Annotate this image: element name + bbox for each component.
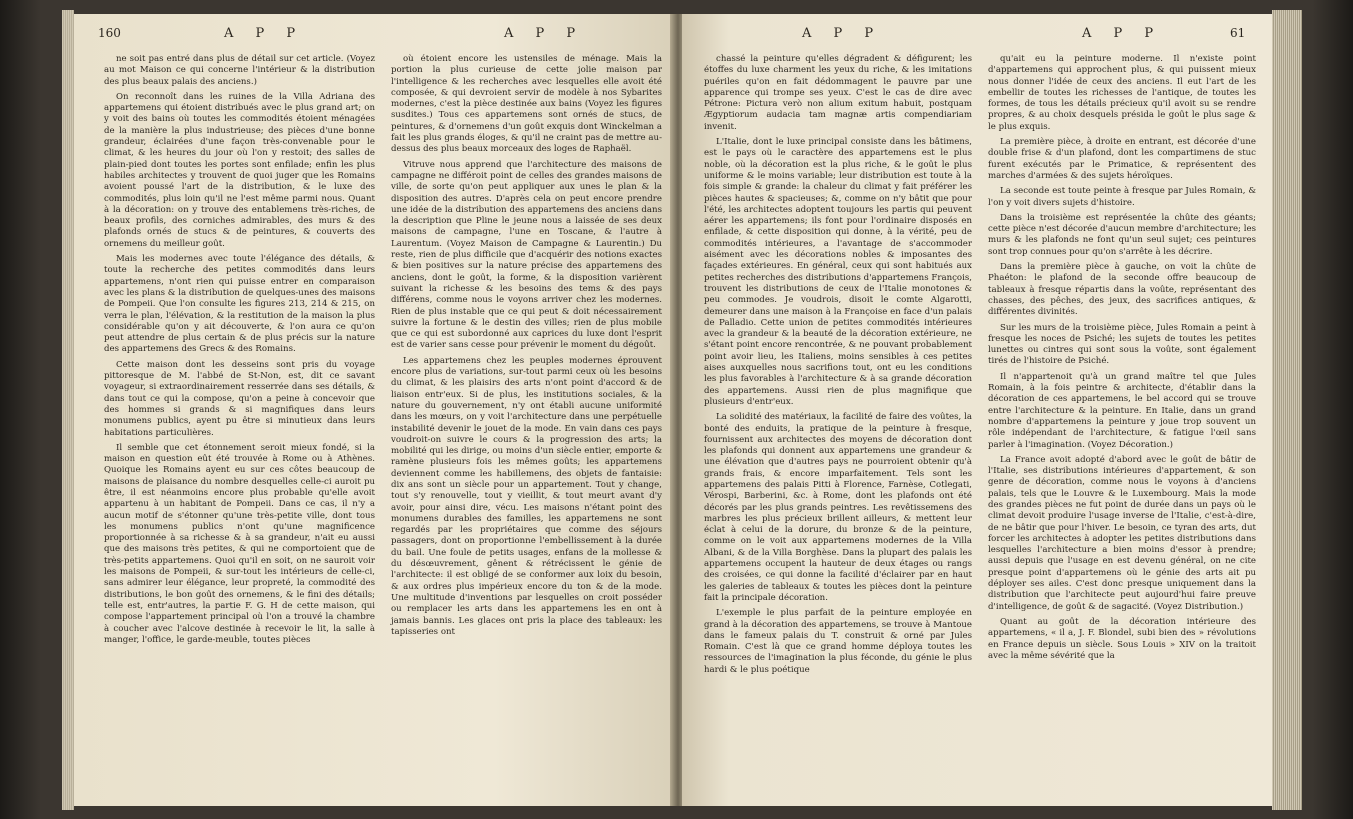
left-page: [74, 14, 674, 806]
paragraph: La France avoit adopté d'abord avec le goût de bâtir de l'Italie, ses distributions intérieures d'appartement, & son genre de décoration, comme nous le voyons à d'anciens palais, tels que le Louvre & le Luxembourg. Mais la mode des grandes pièces ne fut point de durée dans un pays où le climat devoit produire l'usage inverse de l'Italie, c'est-à-dire, de ne bâtir que pour l'hiver. Le besoin, ce tyran des arts, dut forcer les architectes à adopter les petites distributions dans lesquelles l'architecture a bien moins d'essor à prendre; aussi depuis que l'usage en est devenu général, on ne cite presque point d'appartemens où le génie des arts ait pu déployer ses ailes. C'est donc presque uniquement dans la distribution que l'architecte peut aujourd'hui faire preuve d'intelligence, de goût & de sagacité. (Voyez Distribution.): [988, 454, 1256, 612]
right-column-2: [988, 54, 1256, 680]
running-head-left-a: A P P: [224, 26, 305, 41]
paragraph: Cette maison dont les desseins sont pris du voyage pittoresque de M. l'abbé de St-Non, est, dit ce savant voyageur, si extraordinairement resserrée dans ses détails, & dans tout ce qui la compose, qu'on a peine à concevoir que des hommes si grands & si magnifiques dans leurs monumens publics, ayent pu être si minutieux dans leurs habitations particulières.: [104, 359, 375, 438]
paragraph: qu'ait eu la peinture moderne. Il n'existe point d'appartemens qui approchent plus, & qui puissent mieux nous donner l'idée de ceux des anciens. Il eut l'art de les embellir de toutes les richesses de l'antique, de toutes les formes, de tous les détails précieux qu'il avoit su se rendre propres, & au choix desquels présida le goût le plus sage & le plus exquis.: [988, 54, 1256, 132]
paragraph: où étoient encore les ustensiles de ménage. Mais la portion la plus curieuse de cette jolie maison par l'intelligence & les recherches avec lesquelles elle avoit été composée, & qui devroient servir de modèle à nos Sybarites modernes, c'est la pièce destinée aux bains (Voyez les figures susdites.) Tous ces appartemens sont ornés de stucs, de peintures, & d'ornemens d'un goût exquis dont Winckelman a fait les plus grands éloges, & qu'il ne craint pas de mettre au-dessus des plus beaux morceaux des loges de Raphaël.: [391, 54, 662, 155]
paragraph: L'exemple le plus parfait de la peinture employée en grand à la décoration des appartemens, se trouve à Mantoue dans le fameux palais du T. construit & orné par Jules Romain. C'est là que ce grand homme déploya toutes les ressources de l'imagination la plus féconde, du génie le plus hardi & le plus poétique: [704, 608, 972, 675]
paragraph: Dans la troisième est représentée la chûte des géants; cette pièce n'est décorée d'aucun membre d'architecture; les murs & les plafonds ne font qu'un seul sujet; ces peintures sont trop connues pour qu'on s'arrête à les décrire.: [988, 212, 1256, 257]
paragraph: La seconde est toute peinte à fresque par Jules Romain, & l'on y voit divers sujets d'histoire.: [988, 186, 1256, 208]
paragraph: Dans la première pièce à gauche, on voit la chûte de Phaéton: le plafond de la seconde offre beaucoup de tableaux à fresque répartis dans la voûte, représentant des chasses, des pêches, des jeux, des sacrifices antiques, & différentes divinités.: [988, 262, 1256, 318]
paragraph: Mais les modernes avec toute l'élégance des détails, & toute la recherche des petites commodités dans leurs appartemens, n'ont rien qui puisse entrer en comparaison avec les plans & la distribution de quelques-unes des maisons de Pompeii. Que l'on consulte les figures 213, 214 & 215, on verra le plan, l'élévation, & la restitution de la maison la plus considérable qu'on y ait découverte, & l'on aura ce qu'on peut attendre de plus certain & de plus précis sur la nature des appartemens des Grecs & des Romains.: [104, 254, 375, 355]
running-head-right-b: A P P: [1082, 26, 1163, 41]
left-page-header: [74, 26, 674, 46]
paragraph: La première pièce, à droite en entrant, est décorée d'une double frise & d'un plafond, dont les compartimens de stuc furent exécutés par le Primatice, & représentent des marches d'armées & des sujets héroïques.: [988, 137, 1256, 181]
right-page-edges: [1272, 10, 1302, 810]
paragraph: L'Italie, dont le luxe principal consiste dans les bâtimens, est le pays où le caractère des appartemens est le plus noble, où la décoration est la plus riche, & le goût le plus uniforme & le moins variable; leur distribution est toute à la fois simple & grande: la chaleur du climat y fait préférer les pièces hautes & spacieuses; &, comme on n'y bâtit que pour l'été, les architectes adoptent toujours les partis qui peuvent aérer les appartemens; ils font pour l'ordinaire disposés en enfilade, & cette disposition qui donne, à la vérité, peu de commodités intérieures, a l'avantage de s'accommoder aisément avec les décorations nobles & imposantes des façades extérieures. En général, ceux qui sont habitués aux petites recherches des distributions d'appartemens François, trouvent les distributions de ceux de l'Italie monotones & peu commodes. Je voudrois, disoit le comte Algarotti, demeurer dans une maison à la Françoise en face d'un palais de Palladio. Cette union de petites commodités intérieures avec la grandeur & la beauté de la décoration extérieure, ne s'étant point encore rencontrée, & ne pouvant probablement point avoir lieu, les Italiens, moins sensibles à ces petites aises auxquelles nous sacrifions tout, ont eu les conditions les plus favorables à l'architecture & à sa grande décoration des appartemens. Aussi rien de plus magnifique que plusieurs d'entr'eux.: [704, 137, 972, 407]
page-number-right: 61: [1230, 26, 1246, 40]
right-page-header: [682, 26, 1272, 46]
paragraph: Il n'appartenoit qu'à un grand maître tel que Jules Romain, à la fois peintre & architecte, d'établir dans la décoration de ces appartemens, le bel accord qui se trouve entre l'architecture & la peinture. En Italie, dans un grand nombre d'appartemens la peinture y joue trop souvent un rôle indépendant de l'architecture, & fatigue l'œil sans parler à l'imagination. (Voyez Décoration.): [988, 371, 1256, 450]
paragraph: La solidité des matériaux, la facilité de faire des voûtes, la bonté des enduits, la pratique de la peinture à fresque, fournissent aux architectes des moyens de décoration dont les plafonds qui donnent aux appartemens une grandeur & une élévation que d'autres pays ne pourroient obtenir qu'à grands frais, & encore imparfaitement. Tels sont les appartemens des palais Pitti à Florence, Farnèse, Cotlegati, Vérospi, Barberini, &c. à Rome, dont les plafonds ont été décorés par les plus grands peintres. Les revêtissemens des marbres les plus précieux brillent ailleurs, & mettent leur éclat à celui de la dorure, du bronze & de la peinture, comme on le voit aux appartemens modernes de la Villa Albani, & de la Villa Borghèse. Dans la plupart des palais les appartemens occupent la hauteur de deux étages ou rangs des croisées, ce qui donne la facilité d'éclairer par en haut les galeries de tableaux & toutes les pièces dont la peinture fait la principale décoration.: [704, 412, 972, 603]
paragraph: Il semble que cet étonnement seroit mieux fondé, si la maison en question eût été trouvée à Rome ou à Athènes. Quoique les Romains ayent eu sur ces côtes beaucoup de maisons de plaisance du nombre desquelles celle-ci auroit pu être, il est néanmoins encore plus probable qu'elle avoit appartenu à un habitant de Pompeii. Dans ce cas, il n'y a aucun motif de s'étonner qu'une très-petite ville, dont tous les monumens publics n'ont qu'une magnificence proportionnée à sa richesse & à sa grandeur, n'ait eu aussi que des maisons très petites, & qui ne comportoient que de très-petits appartemens. Quoi qu'il en soit, on ne sauroit voir les maisons de Pompeii, & sur-tout les intérieurs de celle-ci, sans admirer leur élégance, leur propreté, la commodité des distributions, le bon goût des ornemens, & le fini des détails; telle est, entr'autres, la partie F. G. H de cette maison, qui compose l'appartement principal où l'on a trouvé la chambre à coucher avec l'alcove destinée à recevoir le lit, la salle à manger, l'office, le garde-meuble, toutes pièces: [104, 442, 375, 645]
right-columns: [704, 54, 1256, 680]
paragraph: Sur les murs de la troisième pièce, Jules Romain a peint à fresque les noces de Psiché; les sujets de toutes les petites lunettes ou cintres qui sont sous la voûte, sont également tirés de l'histoire de Psiché.: [988, 322, 1256, 367]
left-columns: [104, 54, 662, 650]
paragraph: Les appartemens chez les peuples modernes éprouvent encore plus de variations, sur-tout parmi ceux où les besoins du climat, & les plaisirs des arts n'ont point d'accord & de liaison entr'eux. Si de plus, les institutions sociales, & la nature du gouvernement, n'y ont établi aucune uniformité dans les mœurs, on y voit l'architecture dans une perpétuelle instabilité devenir le jouet de la mode. En vain dans ces pays voudroit-on suivre le cours & la progression des arts; la mobilité qui les dirige, ou moins d'un siècle entier, emporte & ramène plusieurs fois les mêmes goûts; les appartemens deviennent comme les habillemens, des objets de fantaisie: dix ans sont un siècle pour un appartement. Tout y change, tout s'y renouvelle, tout y vieillit, & tout meurt avant d'y avoir, pour ainsi dire, vécu. Les maisons n'étant point des monumens durables des familles, les appartemens ne sont regardés par les propriétaires que comme des séjours passagers, dont on proportionne l'embellissement à la durée du bail. Une foule de petits usages, enfans de la mollesse & du désœuvrement, gênent & rétrécissent le génie de l'architecte: il est obligé de se conformer aux loix du besoin, & aux ordres plus impérieux encore du ton & de la mode. Une multitude d'inventions par lesquelles on croit posséder ou remplacer les arts dans les appartemens les en ont à jamais bannis. Les glaces ont pris la place des tableaux: les tapisseries ont: [391, 355, 662, 637]
left-column-2: [391, 54, 662, 650]
right-page: [682, 14, 1272, 806]
paragraph: Vitruve nous apprend que l'architecture des maisons de campagne ne différoit point de celles des grandes maisons de ville, de sorte qu'on peut appliquer aux unes le plan & la disposition des autres. D'après cela on peut encore prendre une idée de la distribution des appartemens des anciens dans la description que Pline le jeune nous a laissée de ses deux maisons de campagne, l'une en Toscane, & l'autre à Laurentum. (Voyez Maison de Campagne & Laurentin.) Du reste, rien de plus difficile que d'acquérir des notions exactes & bien positives sur la nature précise des appartemens des anciens, dont le goût, la forme, & la disposition varièrent suivant la richesse & les besoins des tems & des pays différens, comme nous le voyons arriver chez les modernes. Rien de plus instable que ce qui peut & doit nécessairement suivre la fortune & le destin des villes; rien de plus mobile que ce qui est subordonné aux caprices du luxe dont l'esprit est de varier sans cesse pour prévenir le moment du dégoût.: [391, 159, 662, 351]
paragraph: chassé la peinture qu'elles dégradent & défigurent; les étoffes du luxe charment les yeux du riche, & les imitations puériles qu'on en fait dédommagent le pauvre par une apparence qui trompe ses yeux. C'est le cas de dire avec Pétrone: Pictura verò non alium exitum habuit, postquam Ægyptiorum audacia tam magnæ artis compendiariam invenit.: [704, 54, 972, 132]
left-column-1: [104, 54, 375, 650]
paragraph: ne soit pas entré dans plus de détail sur cet article. (Voyez au mot Maison ce qui concerne l'intérieur & la distribution des plus beaux palais des anciens.): [104, 54, 375, 87]
running-head-right-a: A P P: [802, 26, 883, 41]
paragraph: On reconnoît dans les ruines de la Villa Adriana des appartemens qui étoient distribués avec le plus grand art; on y voit des bains où toutes les commodités étoient ménagées de la manière la plus industrieuse; des pièces d'une bonne grandeur, éclairées d'une façon très-convenable pour le climat, & les heures du jour où l'on y restoit; des salles de plain-pied dont toutes les portes sont enfilade; enfin les plus habiles architectes y trouvent de quoi juger que les Romains avoient poussé l'art de la distribution, & le luxe des commodités, plus loin qu'il ne l'est même parmi nous. Quant à la décoration: on y trouve des entablemens très-riches, de beaux profils, des corniches admirables, des murs & des plafonds ornés de stucs & de peintures, & couverts des ornemens du meilleur goût.: [104, 91, 375, 249]
right-column-1: [704, 54, 972, 680]
paragraph: Quant au goût de la décoration intérieure des appartemens, « il a, J. F. Blondel, subi bien des » révolutions en France depuis un siècle. Sous Louis » XIV on la traitoit avec la même sévérité que la: [988, 616, 1256, 661]
left-page-edges: [62, 10, 74, 810]
page-number-left: 160: [98, 26, 121, 40]
running-head-left-b: A P P: [504, 26, 585, 41]
